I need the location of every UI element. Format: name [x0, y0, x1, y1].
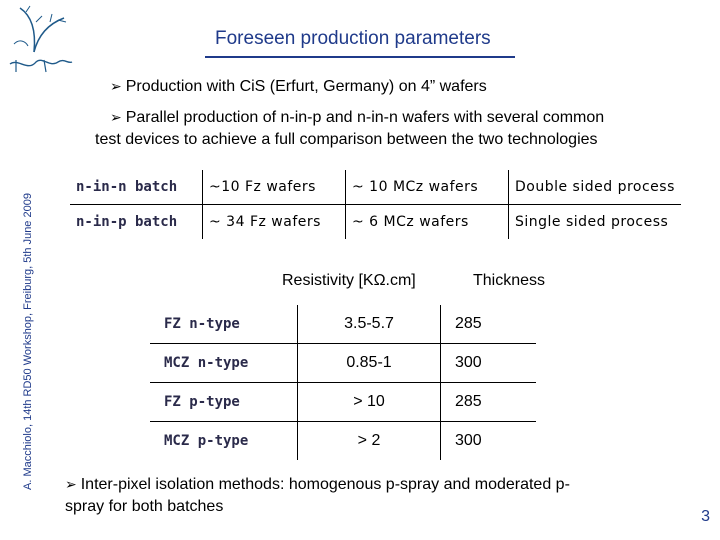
slide-title: Foreseen production parameters — [215, 28, 491, 49]
table-row — [150, 422, 536, 461]
table-row — [150, 305, 536, 344]
logo — [6, 2, 76, 82]
thickness-value: 300 — [441, 344, 537, 383]
title-underline — [205, 56, 515, 58]
fz-wafers: ~ 34 Fz wafers — [203, 205, 346, 240]
bullet-parallel-line2: test devices to achieve a full comparison between the two technologies — [95, 131, 598, 148]
mcz-wafers: ~ 6 MCz wafers — [346, 205, 509, 240]
bullet-parallel-line1: Parallel production of n-in-p and n-in-n wafers with several common — [125, 109, 605, 126]
thickness-value: 285 — [455, 315, 482, 332]
material-table — [150, 305, 536, 460]
material-type: MCZ n-type — [150, 344, 298, 383]
batch-name: n-in-p batch — [76, 214, 178, 230]
material-type: MCZ p-type — [150, 422, 298, 461]
bullet-production — [110, 76, 487, 98]
arrow-bullet-icon: ➢ — [65, 477, 77, 493]
resistivity-value: > 10 — [298, 383, 441, 422]
page-number: 3 — [701, 508, 710, 525]
logo-graphic — [6, 2, 76, 82]
bullet-isolation-line2: spray for both batches — [65, 498, 224, 515]
batch-name: n-in-n batch — [70, 170, 203, 205]
batch-table — [70, 170, 681, 239]
material-type: FZ n-type — [150, 305, 298, 344]
arrow-bullet-icon: ➢ — [110, 110, 122, 126]
table-row — [150, 344, 536, 383]
side-caption-text: A. Macchiolo, 14th RD50 Workshop, Freiburg, 5th June 2009 — [22, 193, 34, 490]
thickness-header: Thickness — [473, 272, 546, 289]
table-row — [70, 170, 681, 205]
resistivity-header: Resistivity [KΩ.cm] — [282, 272, 416, 289]
material-type: FZ p-type — [150, 383, 298, 422]
process-type: Double sided process — [509, 170, 682, 205]
process-type: Single sided process — [509, 205, 682, 240]
table-row — [150, 383, 536, 422]
bullet-parallel — [95, 107, 604, 150]
resistivity-value: 0.85-1 — [298, 344, 441, 383]
thickness-value: 285 — [441, 383, 537, 422]
bullet-isolation — [65, 474, 570, 517]
fz-wafers: ~10 Fz wafers — [203, 170, 346, 205]
side-caption — [22, 110, 34, 490]
table-row — [70, 205, 681, 240]
arrow-bullet-icon: ➢ — [110, 79, 122, 95]
mcz-wafers: ~ 10 MCz wafers — [346, 170, 509, 205]
bullet-isolation-line1: Inter-pixel isolation methods: homogenous p-spray and moderated p- — [80, 476, 570, 493]
thickness-value: 300 — [441, 422, 537, 461]
resistivity-value: 3.5-5.7 — [298, 305, 441, 344]
bullet-production-text: Production with CiS (Erfurt, Germany) on 4” wafers — [125, 78, 487, 95]
resistivity-value: > 2 — [298, 422, 441, 461]
